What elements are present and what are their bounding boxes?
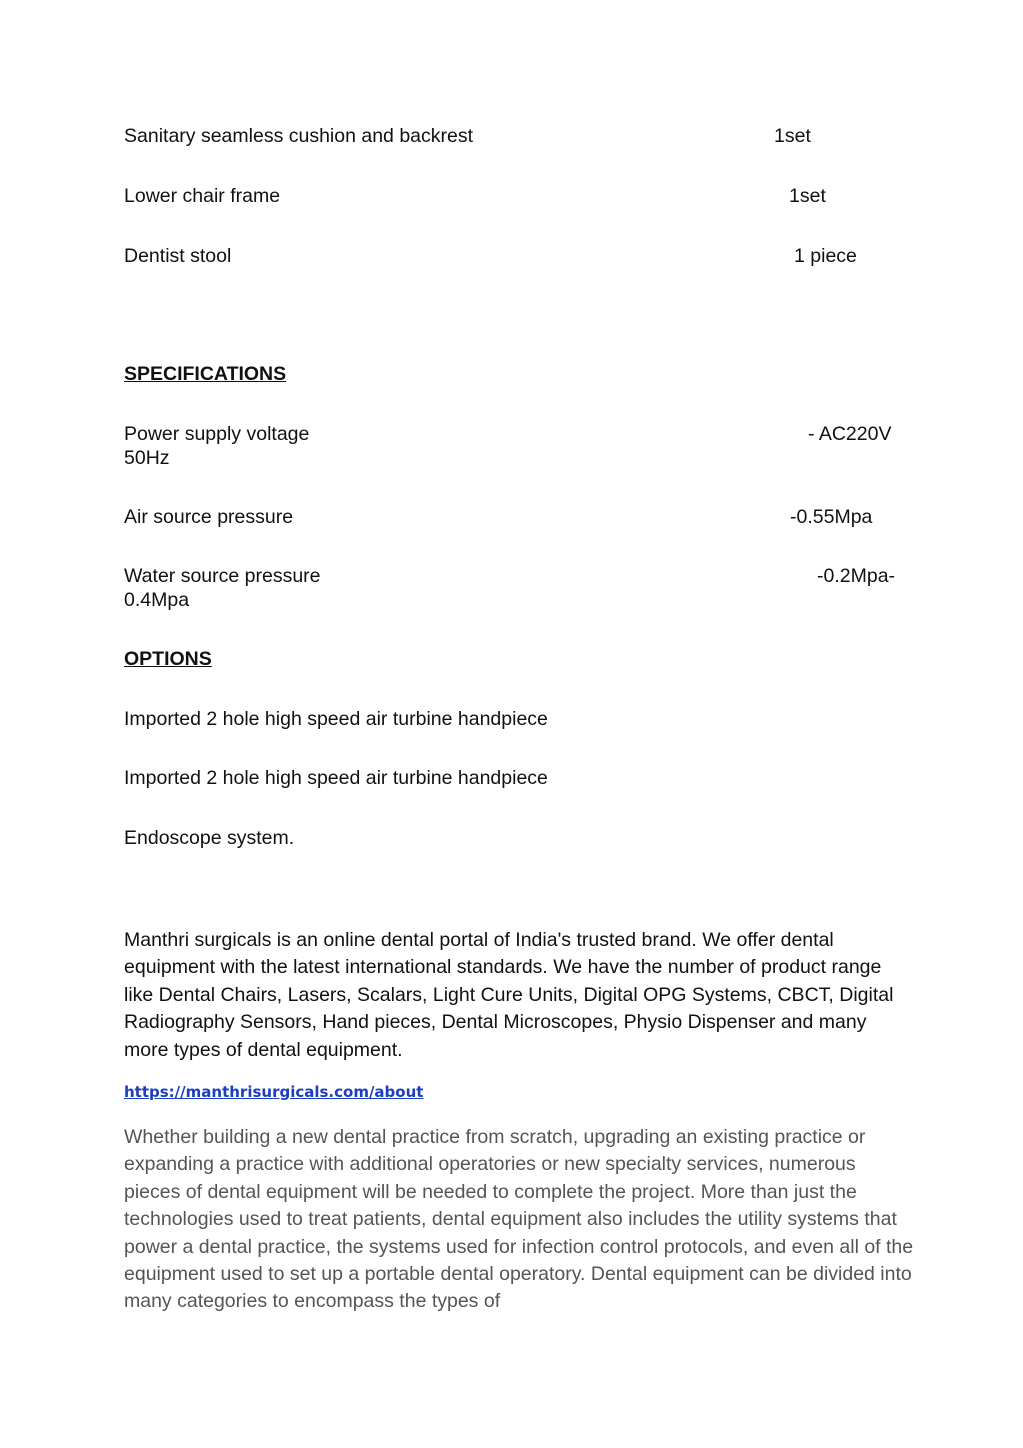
item-label: Lower chair frame [124, 185, 281, 207]
item-label: Sanitary seamless cushion and backrest [124, 125, 474, 147]
item-quantity: 1 piece [794, 245, 857, 267]
option-item: Endoscope system. [124, 827, 295, 849]
spec-label: Power supply voltage [124, 423, 310, 445]
options-heading: OPTIONS [124, 648, 212, 670]
spec-value: -0.55Mpa [790, 506, 873, 528]
item-quantity: 1set [774, 125, 811, 147]
option-item: Imported 2 hole high speed air turbine handpiece [124, 767, 548, 789]
spec-label: Air source pressure [124, 506, 294, 528]
item-quantity: 1set [789, 185, 826, 207]
spec-value-continued: 50Hz [124, 447, 170, 469]
about-paragraph: Manthri surgicals is an online dental portal of India's trusted brand. We offer dental equipment with the latest international standards. We have the number of product range like Dental Chairs, Lasers, Scalars, Light Cure Units, Digital OPG Systems, CBCT, Digital Radiography Sensors, Hand pieces, Dental Microscopes, Physio Dispenser and many more types of dental equipment. [124, 929, 894, 1061]
spec-value: -0.2Mpa- [817, 565, 896, 587]
about-link[interactable]: https://manthrisurgicals.com/about [124, 1083, 424, 1101]
spec-value: - AC220V [808, 423, 892, 445]
option-item: Imported 2 hole high speed air turbine handpiece [124, 708, 548, 730]
body-paragraph: Whether building a new dental practice from scratch, upgrading an existing practice or expanding a practice with additional operatories or new specialty services, numerous pieces of dental equipment will be needed to complete the project. More than just the technologies used to treat patients, dental equipment also includes the utility systems that power a dental practice, the systems used for infection control protocols, and even all of the equipment used to set up a portable dental operatory. Dental equipment can be divided into many categories to encompass the types of [124, 1126, 914, 1313]
specifications-heading: SPECIFICATIONS [124, 363, 287, 385]
item-label: Dentist stool [124, 245, 232, 267]
spec-label: Water source pressure [124, 565, 321, 587]
spec-value-continued: 0.4Mpa [124, 589, 190, 611]
